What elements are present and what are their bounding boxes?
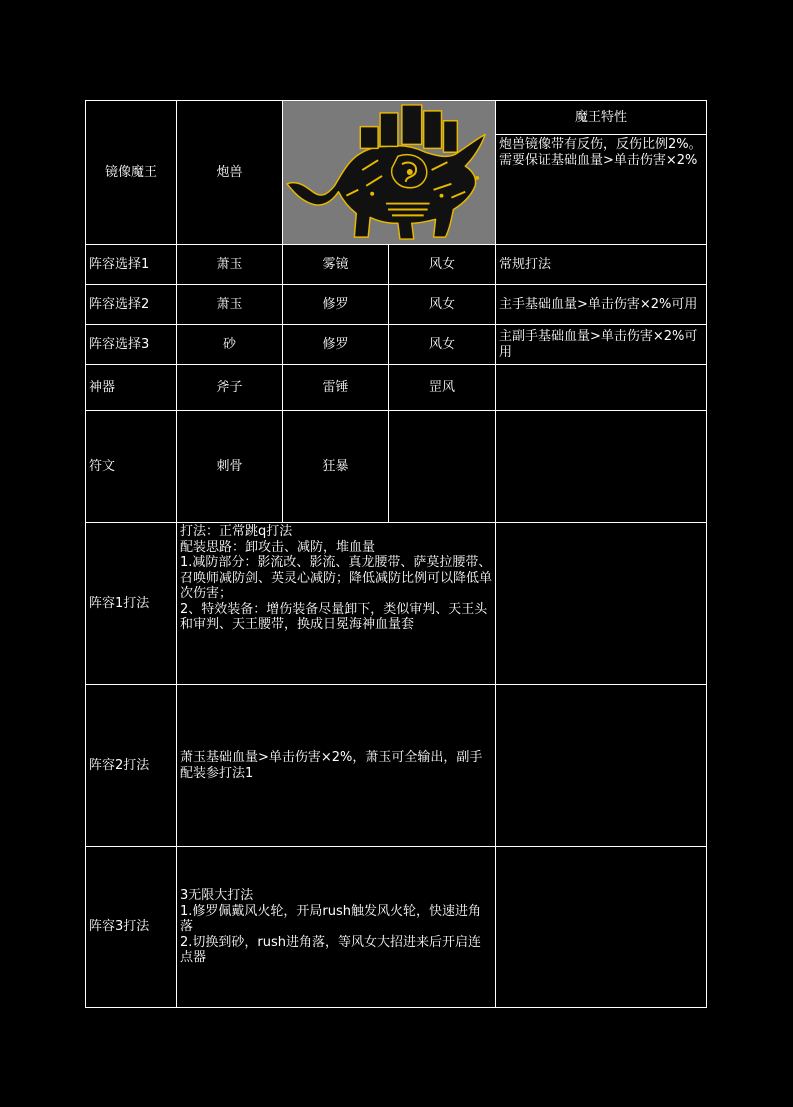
trait-text: 炮兽镜像带有反伤，反伤比例2%。需要保证基础血量>单击伤害×2% bbox=[499, 137, 702, 168]
lineup-2-note: 主手基础血量>单击伤害×2%可用 bbox=[495, 284, 707, 325]
strategy-3-text: 3无限大打法 1.修罗佩戴风火轮，开局rush触发风火轮，快速进角落 2.切换到砂，rush进角落，等风女大招进来后开启连点器 bbox=[176, 846, 496, 1008]
strategy-3-note bbox=[495, 846, 707, 1008]
strategy-3-label: 阵容3打法 bbox=[85, 846, 177, 1008]
rune-2: 狂暴 bbox=[282, 410, 389, 523]
lineup-2-member-1: 萧玉 bbox=[176, 284, 283, 325]
artifact-note bbox=[495, 364, 707, 411]
lineup-2-member-3: 风女 bbox=[388, 284, 496, 325]
artifact-2: 雷锤 bbox=[282, 364, 389, 411]
artifact-label: 神器 bbox=[85, 364, 177, 411]
rune-3 bbox=[388, 410, 496, 523]
lineup-3-member-3: 风女 bbox=[388, 324, 496, 365]
trait-title-cell bbox=[495, 100, 707, 135]
artifact-1: 斧子 bbox=[176, 364, 283, 411]
boss-name-cell bbox=[176, 100, 283, 245]
strategy-2-note bbox=[495, 684, 707, 847]
trait-text-cell bbox=[495, 134, 707, 245]
lineup-1-member-2: 雾镜 bbox=[282, 244, 389, 285]
rune-1: 刺骨 bbox=[176, 410, 283, 523]
lineup-1-member-1: 萧玉 bbox=[176, 244, 283, 285]
trait-title: 魔王特性 bbox=[574, 109, 627, 125]
boss-label-cell bbox=[85, 100, 177, 245]
lineup-3-member-2: 修罗 bbox=[282, 324, 389, 365]
lineup-2-label: 阵容选择2 bbox=[85, 284, 177, 325]
artifact-3: 罡风 bbox=[388, 364, 496, 411]
lineup-1-note: 常规打法 bbox=[495, 244, 707, 285]
strategy-1-note bbox=[495, 522, 707, 685]
lineup-3-note: 主副手基础血量>单击伤害×2%可用 bbox=[495, 324, 707, 365]
rune-label: 符文 bbox=[85, 410, 177, 523]
lineup-3-label: 阵容选择3 bbox=[85, 324, 177, 365]
boss-image bbox=[282, 100, 496, 245]
boss-label: 镜像魔王 bbox=[104, 164, 157, 180]
cannon-beast-icon bbox=[283, 101, 495, 244]
boss-name: 炮兽 bbox=[216, 164, 243, 180]
strategy-2-text: 萧玉基础血量>单击伤害×2%，萧玉可全输出，副手配装参打法1 bbox=[176, 684, 496, 847]
rune-note bbox=[495, 410, 707, 523]
lineup-1-label: 阵容选择1 bbox=[85, 244, 177, 285]
lineup-2-member-2: 修罗 bbox=[282, 284, 389, 325]
strategy-2-label: 阵容2打法 bbox=[85, 684, 177, 847]
lineup-3-member-1: 砂 bbox=[176, 324, 283, 365]
strategy-1-text: 打法：正常跳q打法 配装思路：卸攻击、减防，堆血量 1.减防部分：影流改、影流、真龙腰带、萨莫拉腰带、召唤师减防剑、英灵心减防；降低减防比例可以降低单次伤害； 2、特效装备：增伤装备尽量卸下，类似审判、天王头和审判、天王腰带，换成日冕海神血量套 bbox=[176, 522, 496, 685]
lineup-1-member-3: 风女 bbox=[388, 244, 496, 285]
strategy-1-label: 阵容1打法 bbox=[85, 522, 177, 685]
